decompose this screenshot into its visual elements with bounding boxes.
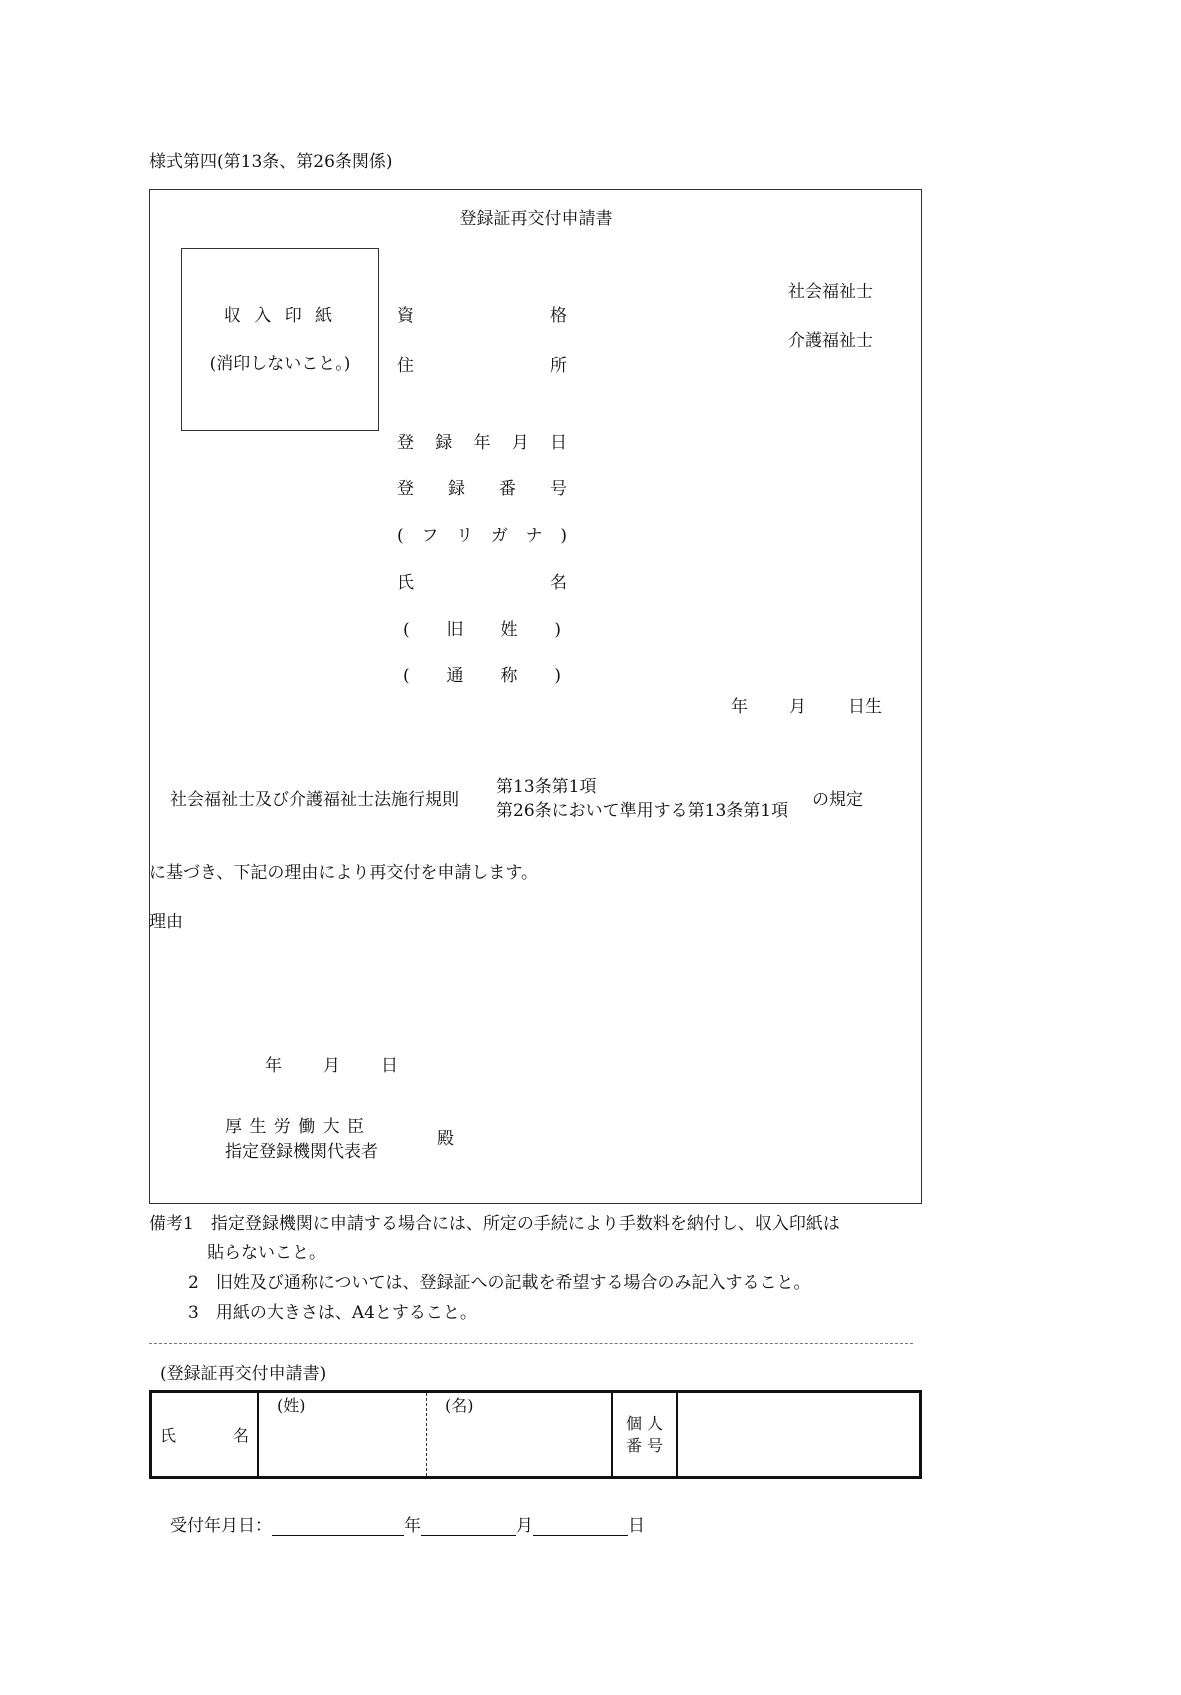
- label-char: ): [560, 526, 567, 546]
- field-common-name: [397, 666, 567, 686]
- form-title: 登録証再交付申請書: [459, 209, 613, 229]
- note-1-continued: 貼らないこと。: [207, 1243, 326, 1263]
- field-registration-number: [397, 479, 567, 499]
- surname-label: (姓): [277, 1396, 306, 1415]
- field-address: [397, 356, 567, 376]
- label-char: 称: [500, 666, 518, 686]
- statement-line-2: に基づき、下記の理由により再交付を申請します。: [149, 863, 538, 883]
- note-2: 2 旧姓及び通称については、登録証への記載を希望する場合のみ記入すること。: [188, 1273, 811, 1293]
- statement-suffix: の規定: [812, 790, 863, 810]
- field-name: [397, 573, 567, 593]
- qualification-option-social-worker: 社会福祉士: [788, 282, 873, 302]
- birth-year: 年: [731, 697, 748, 717]
- label-char: ): [554, 666, 561, 686]
- birth-month: 月: [789, 697, 806, 717]
- receipt-year-label: 年: [404, 1516, 421, 1536]
- addressee-minister: 厚 生 労 働 大 臣: [225, 1117, 366, 1137]
- stamp-note: (消印しないこと。): [209, 354, 351, 374]
- label-char: 録: [448, 479, 465, 499]
- stamp-label: 収 入 印 紙: [223, 306, 337, 326]
- receipt-month-label: 月: [516, 1516, 533, 1536]
- date-day: 日: [381, 1056, 398, 1076]
- label-char: 資: [397, 306, 414, 326]
- receipt-year-blank[interactable]: [272, 1517, 404, 1536]
- label-char: 格: [550, 306, 567, 326]
- addressee-honorific: 殿: [437, 1129, 454, 1149]
- label-char: 姓: [500, 620, 518, 640]
- name-label-cell: [151, 1392, 259, 1478]
- receipt-date-row: [170, 1516, 645, 1536]
- birth-day: 日生: [848, 697, 882, 717]
- statement-option-1: 第13条第1項: [496, 777, 597, 797]
- receipt-day-blank[interactable]: [533, 1517, 628, 1536]
- label-char: (: [403, 620, 410, 640]
- note-3: 3 用紙の大きさは、A4とすること。: [188, 1303, 477, 1323]
- reason-label: 理由: [149, 912, 183, 932]
- label-char: ): [554, 620, 561, 640]
- date-month: 月: [323, 1056, 340, 1076]
- label-char: 日: [550, 433, 567, 453]
- label-char: 年: [473, 433, 491, 453]
- statement-prefix: 社会福祉士及び介護福祉士法施行規則: [170, 790, 459, 810]
- stub-caption: (登録証再交付申請書): [160, 1364, 327, 1384]
- label-char: ナ: [525, 526, 543, 546]
- statement-option-2: 第26条において準用する第13条第1項: [496, 801, 789, 821]
- label-char: 氏: [160, 1426, 177, 1445]
- form-number: 様式第四(第13条、第26条関係): [149, 152, 393, 172]
- personal-number-cell[interactable]: [677, 1392, 921, 1478]
- revenue-stamp-box: [181, 248, 379, 431]
- label-char: 登: [397, 479, 414, 499]
- personal-number-label-2: 番 号: [625, 1435, 664, 1455]
- label-char: 録: [435, 433, 453, 453]
- label-char: 名: [550, 573, 567, 593]
- label-char: (: [403, 666, 410, 686]
- field-furigana: [397, 526, 567, 546]
- label-char: (: [397, 526, 404, 546]
- receipt-month-blank[interactable]: [421, 1517, 516, 1536]
- label-char: 旧: [446, 620, 464, 640]
- personal-number-label-cell: [612, 1392, 677, 1478]
- receipt-day-label: 日: [628, 1516, 645, 1536]
- surname-cell[interactable]: [258, 1392, 427, 1478]
- field-former-surname: [397, 620, 567, 640]
- stub-table: [149, 1390, 922, 1479]
- note-1: 備考1 指定登録機関に申請する場合には、所定の手続により手数料を納付し、収入印紙は: [149, 1214, 840, 1234]
- receipt-date-label: 受付年月日：: [170, 1516, 272, 1536]
- date-year: 年: [265, 1056, 282, 1076]
- label-char: 名: [232, 1426, 249, 1445]
- label-char: 登: [397, 433, 414, 453]
- label-char: フ: [421, 526, 439, 546]
- field-qualification: [397, 306, 567, 326]
- label-char: リ: [456, 526, 474, 546]
- qualification-option-care-worker: 介護福祉士: [788, 331, 873, 351]
- personal-number-label-1: 個 人: [625, 1413, 664, 1433]
- label-char: 所: [550, 356, 567, 376]
- given-name-cell[interactable]: [427, 1392, 613, 1478]
- label-char: 月: [511, 433, 529, 453]
- given-name-label: (名): [445, 1396, 474, 1415]
- addressee-agency: 指定登録機関代表者: [225, 1142, 378, 1162]
- cut-line: [149, 1343, 913, 1344]
- label-char: ガ: [490, 526, 508, 546]
- label-char: 通: [446, 666, 464, 686]
- label-char: 住: [397, 356, 414, 376]
- field-registration-date: [397, 433, 567, 453]
- label-char: 氏: [397, 573, 414, 593]
- label-char: 号: [550, 479, 567, 499]
- label-char: 番: [499, 479, 516, 499]
